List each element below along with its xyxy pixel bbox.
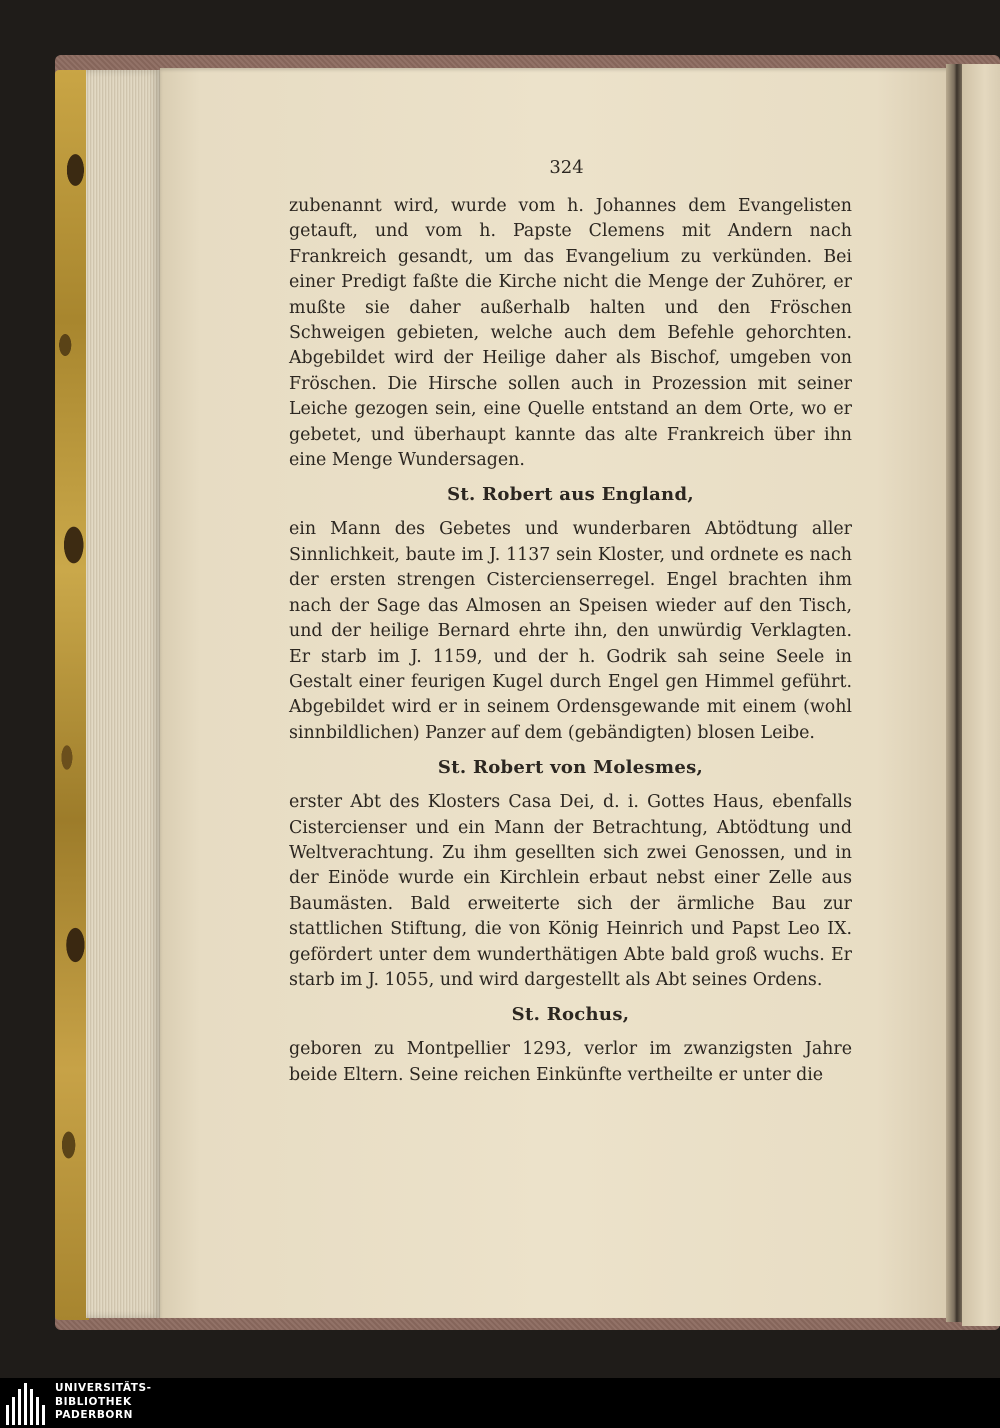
library-footer [0, 1378, 1000, 1428]
heading-rochus: St. Rochus, [511, 1004, 630, 1026]
marbled-edge [55, 70, 89, 1320]
heading-robert-england: St. Robert aus England, [447, 484, 694, 506]
paragraph-saint-continued: zubenannt wird, wurde vom h. Johannes dem Evangelisten getauft, und vom h. Papste Clemens mit Andern nach Frankreich gesandt, um das Evangelium zu verkünden. Bei einer Predigt faßte die Kirche nicht die Menge der Zuhörer, er mußte sie daher außerhalb halten und den Fröschen Schweigen gebieten, welche auch dem Befehle gehorchten. Abgebildet wird der Heilige daher als Bischof, umgeben von Fröschen. Die Hirsche sollen auch in Prozession mit seiner Leiche gezogen sein, eine Quelle entstand an dem Orte, wo er gebetet, und überhaupt kannte das alte Frankreich über ihn eine Menge Wundersagen. [289, 196, 852, 471]
paragraph-robert-molesmes: erster Abt des Klosters Casa Dei, d. i. Gottes Haus, ebenfalls Cistercienser und ein Mann der Betrachtung, Abtödtung und Weltverachtung. Zu ihm gesellten sich zwei Genossen, und in der Einöde wurde ein Kirchlein erbaut nebst einer Zelle aus Baumästen. Bald erweiterte sich der ärmliche Bau zur stattlichen Stiftung, die von König Heinrich und Papst Leo IX. gefördert unter dem wunderthätigen Abte bald groß wuchs. Er starb im J. 1055, und wird dargestellt als Abt seines Ordens. [289, 792, 852, 990]
heading-robert-molesmes: St. Robert von Molesmes, [437, 757, 704, 779]
page-text [289, 150, 852, 1088]
paragraph-robert-england: ein Mann des Gebetes und wunderbaren Abtödtung aller Sinnlichkeit, baute im J. 1137 sein Kloster, und ordnete es nach der ersten strengen Cistercienserregel. Engel brachten ihm nach der Sage das Almosen an Speisen wieder auf den Tisch, und der heilige Bernard ehrte ihn, den unwürdig Verklagten. Er starb im J. 1159, und der h. Godrik sah seine Seele in Gestalt einer feurigen Kugel durch Engel gen Himmel geführt. Abgebildet wird er in seinem Ordensgewande mit einem (wohl sinnbildlichen) Panzer auf dem (gebändigten) blosen Leibe. [289, 519, 852, 743]
facing-page [962, 64, 1000, 1326]
library-logo-icon [4, 1383, 48, 1425]
library-name: UNIVERSITÄTS- BIBLIOTHEK PADERBORN [55, 1382, 152, 1421]
page-number: 324 [549, 157, 584, 178]
page-edges [86, 70, 162, 1318]
paragraph-rochus: geboren zu Montpellier 1293, verlor im zwanzigsten Jahre beide Eltern. Seine reichen Einkünfte vertheilte er unter die [289, 1039, 852, 1085]
